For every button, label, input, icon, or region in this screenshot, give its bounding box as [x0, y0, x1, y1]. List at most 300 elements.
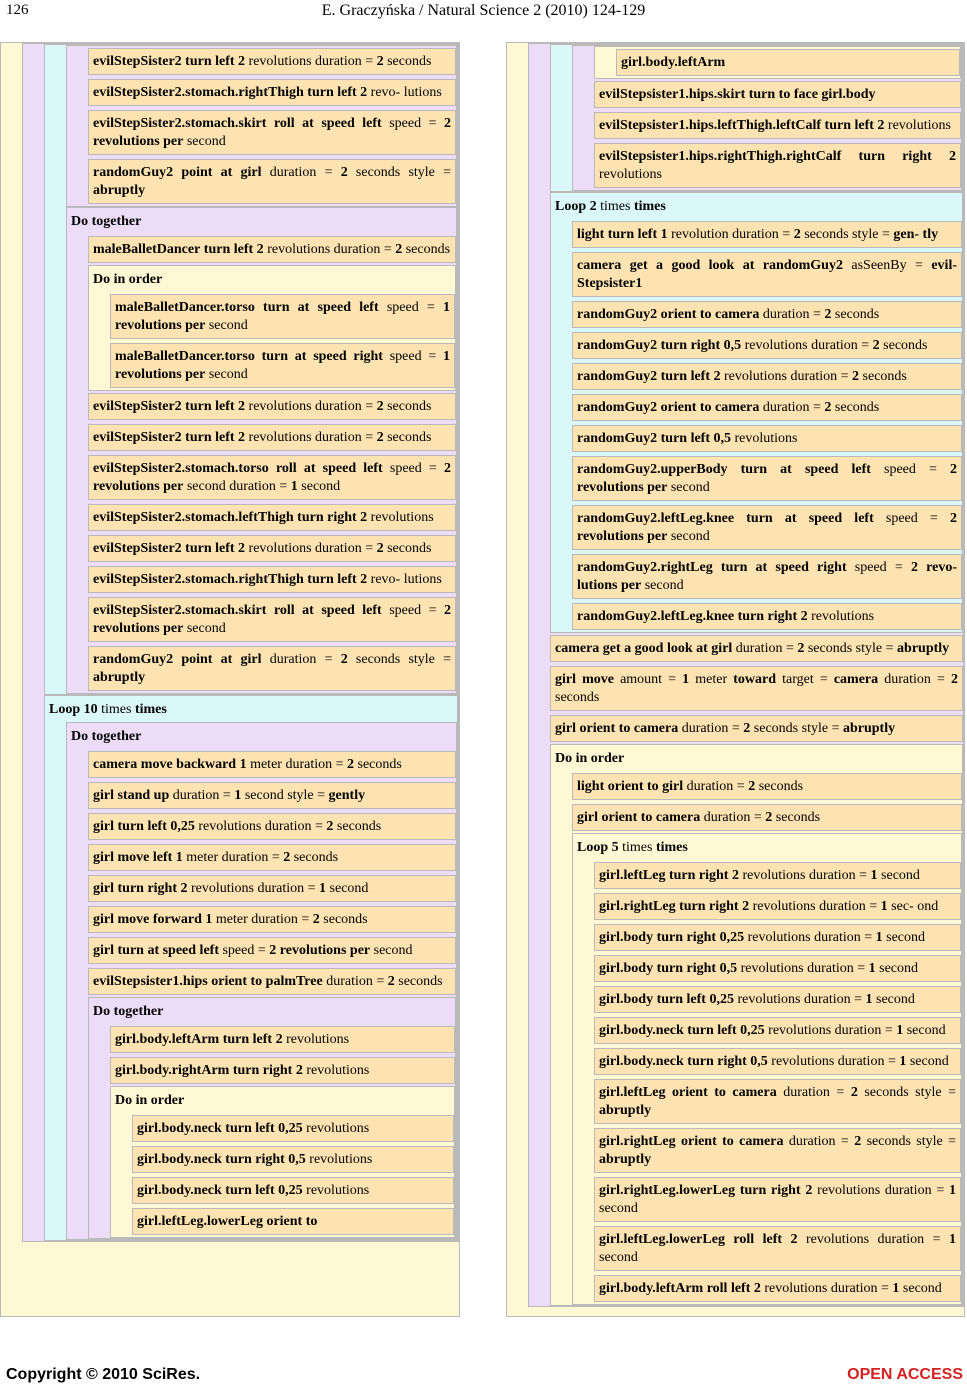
- keyword-text: 2: [850, 1085, 858, 1100]
- plain-text: second: [872, 992, 915, 1007]
- keyword-text: evilStepSister2: [93, 399, 182, 414]
- keyword-text: camera get a good look at randomGuy2: [577, 258, 843, 273]
- plain-text: duration =: [783, 1134, 855, 1149]
- plain-text: seconds: [831, 400, 880, 415]
- plain-text: seconds style =: [750, 721, 843, 736]
- code-block: [594, 46, 961, 79]
- plain-text: revolutions duration =: [245, 541, 377, 556]
- keyword-text: abruptly: [599, 1152, 652, 1167]
- keyword-text: 1: [896, 1023, 904, 1038]
- plain-text: seconds style =: [347, 165, 451, 180]
- code-statement: [88, 782, 456, 809]
- block-gutter: [45, 45, 66, 694]
- keyword-text: 2: [376, 430, 384, 445]
- code-statement: [594, 1017, 961, 1044]
- keyword-text: roll at speed left: [275, 461, 383, 476]
- block-label: Do in order: [115, 1093, 185, 1108]
- plain-text: seconds: [859, 369, 907, 384]
- plain-text: second: [882, 930, 926, 945]
- plain-text: second: [877, 868, 920, 883]
- block-label-extra: times: [596, 199, 634, 214]
- plain-text: revolution duration =: [667, 227, 794, 242]
- plain-text: revolutions duration =: [744, 930, 876, 945]
- block-gutter: [89, 1024, 110, 1238]
- block-gutter: [551, 219, 572, 632]
- plain-text: revolutions: [599, 167, 662, 182]
- code-statement: [550, 635, 963, 662]
- plain-text: duration =: [261, 652, 341, 667]
- keyword-text: girl.body.neck turn right 0,5: [137, 1152, 306, 1167]
- plain-text: revolutions: [807, 609, 875, 624]
- keyword-text: girl turn at speed left: [93, 943, 219, 958]
- block-gutter: [595, 47, 616, 78]
- block-header: [67, 208, 456, 234]
- code-statement: [88, 751, 456, 778]
- keyword-text: toward: [733, 672, 777, 687]
- block-header: [551, 745, 962, 771]
- code-statement: [110, 294, 455, 339]
- code-block: [66, 45, 457, 207]
- keyword-text: point at girl: [181, 165, 262, 180]
- keyword-text: light orient to girl: [577, 779, 684, 794]
- code-statement: [88, 424, 456, 451]
- keyword-text: 2 revolutions per: [93, 461, 451, 494]
- block-gutter: [111, 1113, 132, 1237]
- code-statement: [88, 968, 456, 995]
- keyword-text: 2: [765, 810, 773, 825]
- block-header: [573, 834, 961, 860]
- keyword-text: girl orient to camera: [577, 810, 701, 825]
- keyword-text: camera: [833, 672, 879, 687]
- block-label: Do in order: [555, 751, 625, 766]
- code-statement: [88, 875, 456, 902]
- code-statement: [572, 301, 962, 328]
- keyword-text: 1 revolutions per: [115, 300, 450, 333]
- block-gutter: [551, 45, 572, 191]
- keyword-text: roll at speed left: [273, 116, 382, 131]
- block-label: Loop 5: [577, 840, 619, 855]
- plain-text: revolutions: [884, 118, 951, 133]
- keyword-text: girl.body.neck turn left 0,25: [137, 1183, 303, 1198]
- block-label: Do in order: [93, 272, 163, 287]
- keyword-text: randomGuy2 turn right 0,5: [577, 338, 742, 353]
- plain-text: second: [599, 1250, 638, 1265]
- keyword-text: girl.body.rightArm turn right 2: [115, 1063, 303, 1078]
- code-statement: [572, 456, 962, 501]
- code-statement: [88, 813, 456, 840]
- plain-text: meter: [689, 672, 734, 687]
- plain-text: target =: [776, 672, 834, 687]
- keyword-text: gently: [328, 788, 366, 803]
- code-statement: [572, 221, 962, 248]
- plain-text: revo- lutions: [367, 572, 442, 587]
- keyword-text: 2 revolutions per: [577, 462, 957, 495]
- plain-text: speed =: [378, 300, 443, 315]
- code-statement: [88, 110, 456, 155]
- keyword-text: 1: [682, 672, 690, 687]
- keyword-text: abruptly: [93, 670, 146, 685]
- code-statement: [616, 49, 960, 76]
- keyword-text: 2: [872, 338, 880, 353]
- plain-text: meter duration =: [212, 912, 313, 927]
- keyword-text: 1: [290, 479, 298, 494]
- keyword-text: girl move left 1: [93, 850, 183, 865]
- code-block: [44, 44, 458, 695]
- keyword-text: girl.leftLeg.lowerLeg roll left 2: [599, 1232, 798, 1247]
- keyword-text: abruptly: [599, 1103, 652, 1118]
- plain-text: seconds: [772, 810, 821, 825]
- running-head: E. Graczyńska / Natural Science 2 (2010) 124-129: [321, 2, 646, 19]
- keyword-text: 1: [880, 899, 888, 914]
- code-statement: [594, 862, 961, 889]
- keyword-text: 2: [748, 779, 756, 794]
- block-gutter: [67, 234, 88, 693]
- keyword-text: 1: [870, 868, 878, 883]
- keyword-text: 2: [387, 974, 395, 989]
- code-statement: [132, 1208, 454, 1235]
- code-statement: [132, 1146, 454, 1173]
- plain-text: seconds: [383, 541, 432, 556]
- loop-10-block: [44, 695, 458, 1241]
- block-label-extra: times: [97, 702, 135, 717]
- plain-text: revolutions: [302, 1121, 370, 1136]
- code-statement: [88, 906, 456, 933]
- plain-text: seconds: [319, 912, 368, 927]
- code-statement: [88, 937, 456, 964]
- code-statement: [594, 1048, 961, 1075]
- plain-text: duration =: [678, 721, 744, 736]
- keyword-text: 1: [949, 1232, 956, 1247]
- code-statement: [110, 1057, 455, 1084]
- plain-text: revolutions duration =: [194, 819, 327, 834]
- plain-text: revolutions duration =: [760, 1281, 893, 1296]
- keyword-text: camera move backward 1: [93, 757, 247, 772]
- plain-text: duration =: [315, 54, 377, 69]
- plain-text: second: [641, 578, 684, 593]
- code-statement: [110, 1026, 455, 1053]
- keyword-text: 2: [743, 721, 751, 736]
- plain-text: meter duration =: [182, 850, 284, 865]
- plain-text: speed =: [873, 511, 950, 526]
- code-statement: [88, 535, 456, 562]
- keyword-text: 1: [875, 930, 883, 945]
- plain-text: speed =: [846, 560, 911, 575]
- plain-text: second: [667, 529, 710, 544]
- code-statement: [594, 955, 961, 982]
- keyword-text: 2: [395, 242, 403, 257]
- plain-text: duration =: [732, 641, 798, 656]
- keyword-text: gen- tly: [893, 227, 939, 242]
- keyword-text: 2: [793, 227, 801, 242]
- code-statement: [88, 646, 456, 691]
- code-statement: [572, 363, 962, 390]
- code-statement: [88, 844, 456, 871]
- keyword-text: 2 revolutions per: [577, 511, 957, 544]
- code-block: [506, 42, 965, 1317]
- code-block: [572, 45, 962, 191]
- keyword-text: abruptly: [897, 641, 950, 656]
- block-gutter: [45, 722, 66, 1240]
- plain-text: seconds: [354, 757, 402, 772]
- keyword-text: girl.rightLeg turn right 2: [599, 899, 750, 914]
- code-statement: [594, 893, 961, 920]
- keyword-text: 2: [340, 165, 348, 180]
- code-statement: [550, 666, 963, 711]
- keyword-text: maleBalletDancer.torso turn at speed left: [115, 300, 379, 315]
- keyword-text: turn left 2: [185, 541, 246, 556]
- keyword-text: randomGuy2.upperBody turn at speed left: [577, 462, 871, 477]
- left-code-column: [0, 42, 460, 1317]
- keyword-text: girl.body.neck turn left 0,25: [599, 1023, 765, 1038]
- plain-text: second: [205, 367, 248, 382]
- copyright-footer: Copyright © 2010 SciRes.: [6, 1366, 201, 1383]
- keyword-text: 2: [376, 541, 384, 556]
- plain-text: duration =: [700, 810, 766, 825]
- code-statement: [132, 1177, 454, 1204]
- plain-text: revolutions: [367, 510, 434, 525]
- plain-text: seconds: [333, 819, 382, 834]
- plain-text: amount =: [613, 672, 683, 687]
- plain-text: second: [183, 134, 226, 149]
- plain-text: revolutions duration =: [767, 1054, 900, 1069]
- plain-text: duration =: [261, 165, 341, 180]
- keyword-text: girl.leftLeg orient to camera: [599, 1085, 777, 1100]
- plain-text: sec- ond: [887, 899, 939, 914]
- keyword-text: girl orient to camera: [555, 721, 679, 736]
- plain-text: duration =: [683, 779, 749, 794]
- plain-text: [269, 461, 276, 476]
- keyword-text: 2: [347, 757, 354, 772]
- plain-text: seconds style =: [347, 652, 451, 667]
- code-block: [528, 43, 964, 1307]
- plain-text: revolutions: [731, 431, 798, 446]
- keyword-text: randomGuy2.rightLeg turn at speed right: [577, 560, 847, 575]
- plain-text: [266, 116, 274, 131]
- block-gutter: [89, 292, 110, 390]
- code-statement: [572, 505, 962, 550]
- keyword-text: 2: [824, 307, 832, 322]
- keyword-text: 2 revolutions per: [93, 116, 451, 149]
- keyword-text: girl.leftLeg.lowerLeg orient to: [137, 1214, 318, 1229]
- plain-text: revolutions duration =: [737, 961, 869, 976]
- block-gutter: [507, 43, 528, 1316]
- plain-text: revo- lutions: [367, 85, 442, 100]
- code-statement: [88, 597, 456, 642]
- keyword-text: girl.body.leftArm turn left 2: [115, 1032, 283, 1047]
- plain-text: seconds: [394, 974, 443, 989]
- block-gutter: [529, 44, 550, 1306]
- plain-text: duration =: [759, 307, 825, 322]
- plain-text: seconds style =: [857, 1085, 956, 1100]
- code-statement: [594, 986, 961, 1013]
- keyword-text: girl move forward 1: [93, 912, 213, 927]
- plain-text: revolutions: [302, 1063, 370, 1078]
- plain-text: second: [326, 881, 369, 896]
- plain-text: seconds: [831, 307, 880, 322]
- keyword-text: girl.body turn left 0,25: [599, 992, 734, 1007]
- plain-text: [266, 603, 274, 618]
- plain-text: second: [183, 621, 226, 636]
- keyword-text: turn left 2: [307, 85, 368, 100]
- code-block: [0, 42, 460, 1317]
- keyword-text: 2: [852, 369, 860, 384]
- block-label: Do together: [71, 214, 142, 229]
- code-statement: [88, 455, 456, 500]
- plain-text: speed =: [218, 943, 270, 958]
- plain-text: meter duration =: [246, 757, 347, 772]
- plain-text: speed =: [381, 603, 444, 618]
- plain-text: speed =: [381, 116, 444, 131]
- keyword-text: girl turn right 2: [93, 881, 188, 896]
- code-statement: [572, 804, 962, 831]
- block-label: Do together: [93, 1004, 164, 1019]
- code-statement: [572, 332, 962, 359]
- plain-text: duration =: [776, 1085, 851, 1100]
- block-label-extra: times: [618, 840, 656, 855]
- plain-text: second: [667, 480, 710, 495]
- keyword-text: evilStepsister1.hips.leftThigh.leftCalf turn left 2: [599, 118, 885, 133]
- plain-text: revolutions: [245, 54, 316, 69]
- plain-text: revolutions duration =: [733, 992, 866, 1007]
- plain-text: revolutions duration =: [741, 338, 873, 353]
- keyword-text: girl.body.leftArm roll left 2: [599, 1281, 761, 1296]
- keyword-text: 2: [376, 399, 384, 414]
- plain-text: second style =: [241, 788, 329, 803]
- block-gutter: [573, 860, 594, 1304]
- keyword-text: evilStepSister2.stomach.torso: [93, 461, 269, 476]
- keyword-text: 1: [234, 788, 242, 803]
- keyword-text: 2: [376, 54, 384, 69]
- loop-5-block: [572, 833, 962, 1305]
- do-together-block: [66, 207, 457, 694]
- page-number: 126: [6, 2, 29, 18]
- code-statement: [572, 394, 962, 421]
- code-statement: [594, 1275, 961, 1302]
- block-header: [89, 998, 455, 1024]
- keyword-text: girl.leftLeg turn right 2: [599, 868, 739, 883]
- keyword-text: girl.body turn right 0,5: [599, 961, 738, 976]
- right-code-column: [506, 42, 965, 1317]
- keyword-text: evilStepSister2.stomach.rightThigh: [93, 85, 304, 100]
- plain-text: seconds: [555, 690, 600, 705]
- keyword-text: girl.rightLeg orient to camera: [599, 1134, 784, 1149]
- keyword-text: girl move: [555, 672, 614, 687]
- keyword-text: maleBalletDancer.torso turn at speed right: [115, 349, 383, 364]
- code-statement: [594, 1079, 961, 1124]
- plain-text: seconds: [755, 779, 804, 794]
- plain-text: revolutions duration =: [764, 1023, 897, 1038]
- keyword-text: 1: [899, 1054, 907, 1069]
- plain-text: duration =: [169, 788, 235, 803]
- code-statement: [594, 924, 961, 951]
- plain-text: second: [599, 1201, 638, 1216]
- block-header: [67, 723, 456, 749]
- keyword-text: 2: [854, 1134, 862, 1149]
- keyword-text: evilStepSister2.stomach.skirt: [93, 116, 267, 131]
- plain-text: revolutions duration =: [245, 399, 377, 414]
- block-header: [111, 1087, 454, 1113]
- block-label: Loop 2: [555, 199, 597, 214]
- plain-text: speed =: [382, 461, 444, 476]
- keyword-text: randomGuy2: [93, 652, 174, 667]
- code-statement: [550, 715, 963, 742]
- plain-text: seconds: [290, 850, 339, 865]
- plain-text: revolutions duration =: [720, 369, 853, 384]
- block-gutter: [67, 46, 88, 206]
- block-label-tail: times: [655, 840, 688, 855]
- block-label: Do together: [71, 729, 142, 744]
- block-gutter: [67, 749, 88, 1239]
- code-statement: [88, 566, 456, 593]
- code-statement: [594, 112, 961, 139]
- plain-text: asSeenBy =: [842, 258, 932, 273]
- keyword-text: 2 revo- lutions per: [577, 560, 957, 593]
- keyword-text: roll at speed left: [273, 603, 382, 618]
- plain-text: revolutions: [302, 1183, 370, 1198]
- code-statement: [110, 343, 455, 388]
- code-statement: [572, 252, 962, 297]
- code-statement: [88, 79, 456, 106]
- keyword-text: 2: [326, 819, 334, 834]
- loop-2-block: [550, 192, 963, 633]
- code-block: [550, 44, 963, 192]
- keyword-text: camera get a good look at girl: [555, 641, 733, 656]
- keyword-text: randomGuy2 turn left 2: [577, 369, 721, 384]
- block-gutter: [573, 46, 594, 190]
- plain-text: speed =: [870, 462, 950, 477]
- plain-text: second duration =: [183, 479, 291, 494]
- keyword-text: light turn left 1: [577, 227, 668, 242]
- block-gutter: [23, 44, 44, 1241]
- code-statement: [132, 1115, 454, 1142]
- plain-text: second: [903, 1023, 946, 1038]
- code-statement: [594, 1128, 961, 1173]
- code-statement: [88, 393, 456, 420]
- keyword-text: girl.body.leftArm: [621, 55, 726, 70]
- keyword-text: girl.body turn right 0,25: [599, 930, 745, 945]
- keyword-text: 1 revolutions per: [115, 349, 450, 382]
- block-gutter: [1, 43, 22, 1316]
- keyword-text: turn left 2: [203, 242, 264, 257]
- plain-text: revolutions duration =: [738, 868, 871, 883]
- keyword-text: randomGuy2 orient to camera: [577, 400, 760, 415]
- keyword-text: girl turn left 0,25: [93, 819, 195, 834]
- code-statement: [572, 773, 962, 800]
- keyword-text: 1: [892, 1281, 900, 1296]
- plain-text: revolutions duration =: [245, 430, 377, 445]
- keyword-text: evil- Stepsister1: [577, 258, 957, 291]
- plain-text: duration =: [878, 672, 951, 687]
- keyword-text: 2: [824, 400, 832, 415]
- block-gutter: [551, 771, 572, 1305]
- plain-text: duration =: [759, 400, 825, 415]
- do-in-order-block: [550, 744, 963, 1306]
- keyword-text: 2: [797, 641, 805, 656]
- plain-text: second: [875, 961, 919, 976]
- keyword-text: 1: [319, 881, 327, 896]
- block-label: Loop 10: [49, 702, 98, 717]
- keyword-text: 2: [951, 672, 958, 687]
- keyword-text: 2: [283, 850, 291, 865]
- code-block: [22, 43, 459, 1242]
- keyword-text: abruptly: [842, 721, 896, 736]
- do-together-block: [66, 722, 457, 1240]
- keyword-text: evilStepsister1.hips.rightThigh.rightCalf turn right 2: [599, 149, 956, 164]
- block-header: [551, 193, 962, 219]
- code-statement: [594, 143, 961, 188]
- code-statement: [594, 1226, 961, 1271]
- keyword-text: 2: [312, 912, 320, 927]
